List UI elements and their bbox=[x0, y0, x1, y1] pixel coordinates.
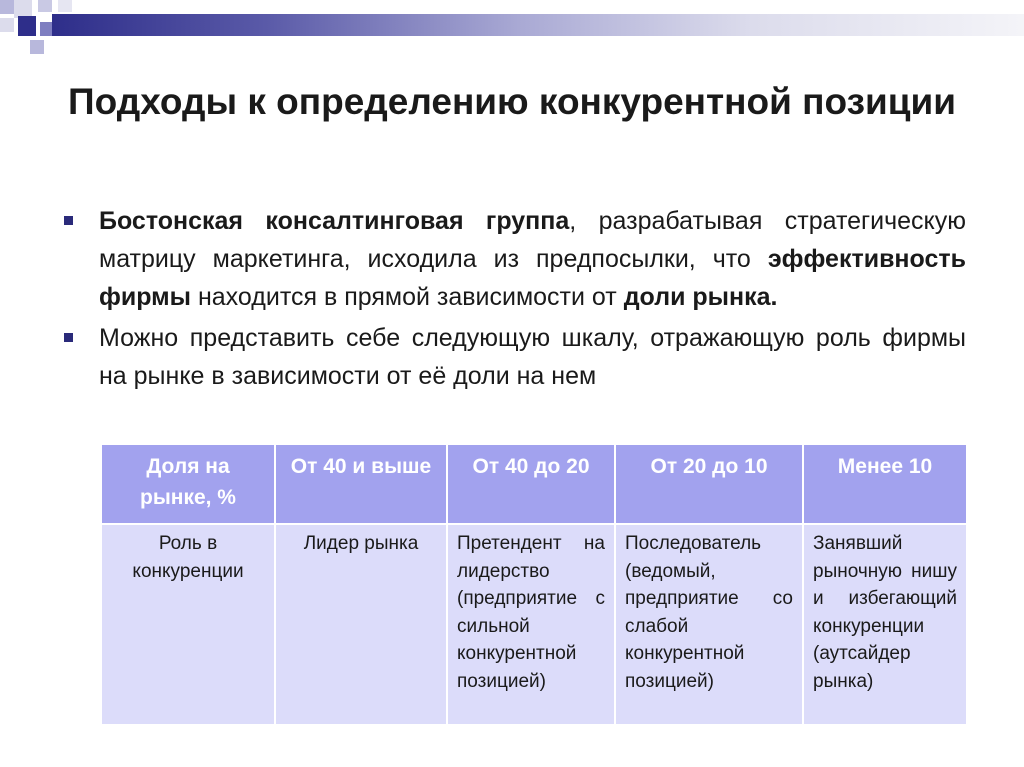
table-header-row bbox=[101, 444, 967, 524]
deco-square bbox=[0, 0, 14, 14]
bullet-text: Можно представить себе следующую шкалу, отражающую роль фирмы на рынке в зависимости от её доли на нем bbox=[99, 324, 966, 390]
bullet-text-bold: Бостонская консалтинговая группа bbox=[99, 207, 570, 235]
table-row bbox=[101, 524, 967, 725]
column-header: От 20 до 10 bbox=[615, 444, 803, 524]
deco-square bbox=[38, 0, 52, 12]
square-bullet-icon bbox=[64, 216, 73, 225]
slide-title: Подходы к определению конкурентной позиции bbox=[68, 81, 956, 122]
bullet-item bbox=[64, 202, 966, 316]
deco-square bbox=[18, 16, 36, 36]
bullet-item bbox=[64, 319, 966, 395]
column-header: От 40 и выше bbox=[275, 444, 447, 524]
bullet-text-bold: доли рынка. bbox=[623, 283, 778, 311]
deco-square bbox=[40, 22, 52, 36]
table-cell: Роль в конкуренции bbox=[101, 524, 275, 725]
table-cell: Претендент на лидерство (предприятие с сильной конкурентной позицией) bbox=[447, 524, 615, 725]
bullet-text: находится в прямой зависимости от bbox=[191, 283, 624, 311]
table-cell: Последователь (ведомый, предприятие со слабой конкурентной позицией) bbox=[615, 524, 803, 725]
deco-square bbox=[30, 40, 44, 54]
bullet-text-bold: эффективность фирмы bbox=[99, 245, 966, 311]
table-cell: Занявший рыночную нишу и избегающий конкуренции (аутсайдер рынка) bbox=[803, 524, 967, 725]
column-header: От 40 до 20 bbox=[447, 444, 615, 524]
header-gradient-bar bbox=[52, 14, 1024, 36]
column-header: Менее 10 bbox=[803, 444, 967, 524]
table bbox=[100, 443, 968, 726]
bullet-text: , разрабатывая стратегическую матрицу маркетинга, исходила из предпосылки, что bbox=[99, 207, 967, 273]
table-cell: Лидер рынка bbox=[275, 524, 447, 725]
market-share-table bbox=[100, 443, 966, 726]
deco-square bbox=[0, 18, 14, 32]
bullet-list bbox=[64, 202, 966, 395]
column-header: Доля на рынке, % bbox=[101, 444, 275, 524]
deco-square bbox=[58, 0, 72, 12]
square-bullet-icon bbox=[64, 333, 73, 342]
